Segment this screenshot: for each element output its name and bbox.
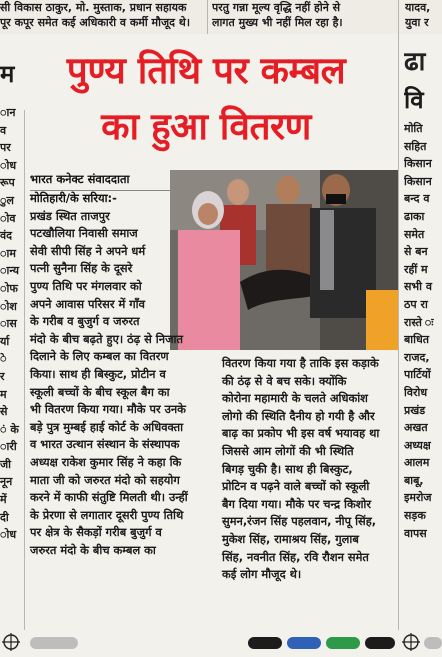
cut-off-text-fragment: ान bbox=[0, 106, 16, 119]
column-divider bbox=[207, 0, 208, 34]
article-line: व भारत उत्थान संस्थान के संस्थापक bbox=[30, 437, 180, 452]
cut-off-text-fragment: र bbox=[0, 369, 5, 383]
cut-off-text-fragment: ुल bbox=[0, 193, 14, 207]
cut-off-text-fragment: किसान bbox=[404, 157, 432, 171]
gray-dot bbox=[424, 637, 442, 649]
cut-off-text-fragment: से bbox=[0, 405, 8, 419]
cut-off-text-fragment: अखत bbox=[404, 421, 428, 435]
article-line: जिससे आम लोगों की भी स्थिति bbox=[222, 443, 354, 458]
article-column-1 bbox=[30, 190, 240, 559]
article-line: के प्रेरणा से लगातार दूसरी पुण्य तिथि bbox=[30, 507, 184, 522]
registration-mark-icon bbox=[2, 633, 20, 651]
cut-off-text-fragment: ोफ bbox=[0, 281, 18, 295]
article-line: प्रोटिन व पढ़ने वाले बच्चों को स्कूली bbox=[222, 479, 370, 494]
cut-off-text-fragment: पर bbox=[0, 141, 11, 155]
registration-mark-icon bbox=[402, 633, 420, 651]
cut-off-text-fragment: वि bbox=[404, 86, 424, 114]
article-line: सिंह, नवनीत सिंह, रवि रौशन समेत bbox=[222, 549, 369, 564]
top-mid-line-1: परतु गन्ना मूल्य वृद्धि नहीं होने से bbox=[212, 1, 341, 14]
cut-off-text-fragment: बाधित bbox=[404, 333, 430, 347]
cut-off-text-fragment: समेत bbox=[404, 227, 425, 241]
top-right-text bbox=[405, 0, 442, 30]
cut-off-text-fragment: सड़क bbox=[404, 509, 426, 523]
cut-off-text-fragment: आलम bbox=[404, 456, 430, 470]
article-line: सेवी सीपी सिंह ने अपने धर्म bbox=[30, 243, 146, 258]
article-line: स्कूली बच्चों के बीच स्कूल बैग का bbox=[30, 384, 170, 399]
right-column-fragments bbox=[404, 44, 442, 542]
cut-off-text-fragment: किसान bbox=[404, 174, 432, 188]
article-column-2 bbox=[222, 355, 400, 584]
article-line: बैग दिया गया। मौके पर चन्द्र किशोर bbox=[222, 496, 372, 511]
cut-off-text-fragment: दी bbox=[0, 510, 9, 524]
article-line: मुकेश सिंह, रामाश्रय सिंह, गुलाब bbox=[222, 531, 359, 546]
top-right-line-1: यादव, bbox=[405, 1, 431, 14]
cut-off-text-fragment: म bbox=[0, 387, 7, 401]
cut-off-text-fragment: वापस bbox=[404, 526, 427, 540]
cut-off-text-fragment: ोव bbox=[0, 211, 16, 225]
cut-off-text-fragment: ोध bbox=[0, 528, 17, 542]
article-line: अपने आवास परिसर में गाँव bbox=[30, 296, 145, 311]
article-line: पत्नी सुनैना सिंह के दूसरे bbox=[30, 261, 133, 276]
cut-off-text-fragment: पार्टियों bbox=[404, 368, 431, 382]
article-line: बिगड़ चुकी है। साथ ही बिस्कुट, bbox=[222, 461, 353, 476]
article-line: की ठंढ़ से वे बच सके। क्योंकि bbox=[222, 373, 347, 388]
article-line: किया। साथ ही बिस्कुट, प्रोटीन व bbox=[30, 366, 166, 381]
gray-dot bbox=[30, 637, 78, 649]
top-left-line-2: पूर कपूर समेत कई अधिकारी व कर्मी मौजूद थे। bbox=[0, 16, 190, 29]
cut-off-text-fragment: सहित bbox=[404, 139, 427, 153]
cut-off-text-fragment: ठप रा bbox=[404, 297, 428, 311]
top-left-line-1: सी विकास ठाकुर, मो. मुस्ताक, प्रधान सहायक bbox=[0, 1, 187, 14]
cut-off-text-fragment: रास्ते ः bbox=[404, 315, 434, 329]
article-line: कई लोग मौजूद थे। bbox=[222, 567, 302, 582]
cut-off-text-fragment: बन्द व bbox=[404, 192, 430, 206]
article-line: पर क्षेत्र के सैकड़ों गरीब बुजुर्ग व bbox=[30, 525, 162, 540]
black-dot bbox=[248, 637, 282, 649]
cut-off-text-fragment: राजद, bbox=[404, 350, 430, 364]
blue-dot bbox=[287, 637, 321, 649]
article-line: प्रखंड स्थित ताजपुर bbox=[30, 208, 110, 223]
cut-off-text-fragment: े bbox=[0, 352, 7, 366]
cut-off-text-fragment: अध्यक्ष bbox=[404, 438, 431, 452]
cut-off-text-fragment: ान्य bbox=[0, 264, 20, 278]
cut-off-text-fragment: ं के bbox=[0, 422, 19, 436]
cut-off-text-fragment: ाम bbox=[0, 246, 16, 260]
cut-off-text-fragment: विरोध bbox=[404, 385, 428, 399]
cut-off-text-fragment: म bbox=[0, 60, 15, 88]
article-line: पटखौलिया निवासी समाज bbox=[30, 226, 138, 241]
article-line: लोगो की स्थिति दैनीय हो गयी है और bbox=[222, 408, 375, 423]
article-line: के गरीब व बुजुर्ग व जरुरत bbox=[30, 314, 140, 329]
cut-off-text-fragment: से बन bbox=[404, 245, 428, 259]
article-line: कोरोना महामारी के चलते अधिकांश bbox=[222, 391, 368, 406]
top-right-line-2: युवा र bbox=[405, 16, 429, 29]
article-line: पुण्य तिथि पर मंगलवार को bbox=[30, 278, 142, 293]
article-line: मोतिहारी/के सरिया:- bbox=[30, 191, 117, 205]
top-mid-text bbox=[212, 0, 392, 30]
article-line: मंदो के बीच बढ़ते हुए। ठंढ़ से निजात bbox=[30, 331, 183, 346]
cut-off-text-fragment: रूप bbox=[0, 176, 15, 190]
column-divider bbox=[24, 110, 25, 630]
headline-line-2: का हुआ वितरण bbox=[101, 105, 311, 148]
cut-off-text-fragment: ढाका bbox=[404, 209, 425, 223]
cut-off-text-fragment: ारी bbox=[0, 440, 17, 454]
article-line: सुमन,रंजन सिंह पहलवान, नीपू सिंह, bbox=[222, 514, 377, 529]
headline-line-1: पुण्य तिथि पर कम्बल bbox=[66, 49, 346, 92]
byline: भारत कनेक्ट संवाददाता bbox=[30, 172, 130, 186]
article-line: बड़े पुत्र मुम्बई हाई कोर्ट के अधिवक्ता bbox=[30, 419, 184, 434]
cut-off-text-fragment: वंद bbox=[0, 229, 12, 243]
top-left-text bbox=[0, 0, 205, 30]
cut-off-text-fragment: नून bbox=[0, 475, 13, 489]
article-line: करने में काफी संतुष्टि मिलती थी। उन्हीं bbox=[30, 490, 188, 505]
cut-off-text-fragment: प्रखंड bbox=[404, 403, 426, 417]
article-line: वितरण किया गया है ताकि इस कड़ाके bbox=[222, 356, 379, 370]
article-line: भी वितरण किया गया। मौके पर उनके bbox=[30, 402, 186, 417]
cut-off-text-fragment: ास bbox=[0, 317, 17, 331]
article-line: जरुरत मंदो के बीच कम्बल का bbox=[30, 542, 156, 557]
cut-off-text-fragment: ोश bbox=[0, 299, 17, 313]
black-dot bbox=[365, 637, 395, 649]
green-dot bbox=[326, 637, 360, 649]
cut-off-text-fragment: सभी व bbox=[404, 280, 432, 294]
article-line: दिलाने के लिए कम्बल का वितरण bbox=[30, 349, 169, 364]
cut-off-text-fragment: ढा bbox=[404, 47, 426, 77]
left-column-fragments bbox=[0, 44, 22, 544]
cut-off-text-fragment: ोध bbox=[0, 158, 17, 172]
cut-off-text-fragment: रहीं म bbox=[404, 262, 428, 276]
top-mid-line-2: लागत मुख्य भी नहीं मिल रहा है। bbox=[212, 16, 343, 29]
cut-off-text-fragment: में bbox=[0, 493, 7, 507]
article-line: अध्यक्ष राकेश कुमार सिंह ने कहा कि bbox=[30, 454, 182, 469]
cut-off-text-fragment: इमरोज bbox=[404, 491, 432, 505]
cut-off-text-fragment: मोति bbox=[404, 122, 423, 135]
article-line: बाढ़ का प्रकोप भी इस वर्ष भयावह था bbox=[222, 426, 380, 441]
cut-off-text-fragment: र्या bbox=[0, 334, 10, 348]
byline-bar bbox=[30, 168, 170, 191]
article-line: माता जी को जरुरत मंदो को सहयोग bbox=[30, 472, 180, 487]
cut-off-text-fragment: बाबू, bbox=[404, 473, 424, 487]
cut-off-text-fragment: व bbox=[0, 123, 7, 137]
cut-off-text-fragment: जी bbox=[0, 457, 12, 471]
